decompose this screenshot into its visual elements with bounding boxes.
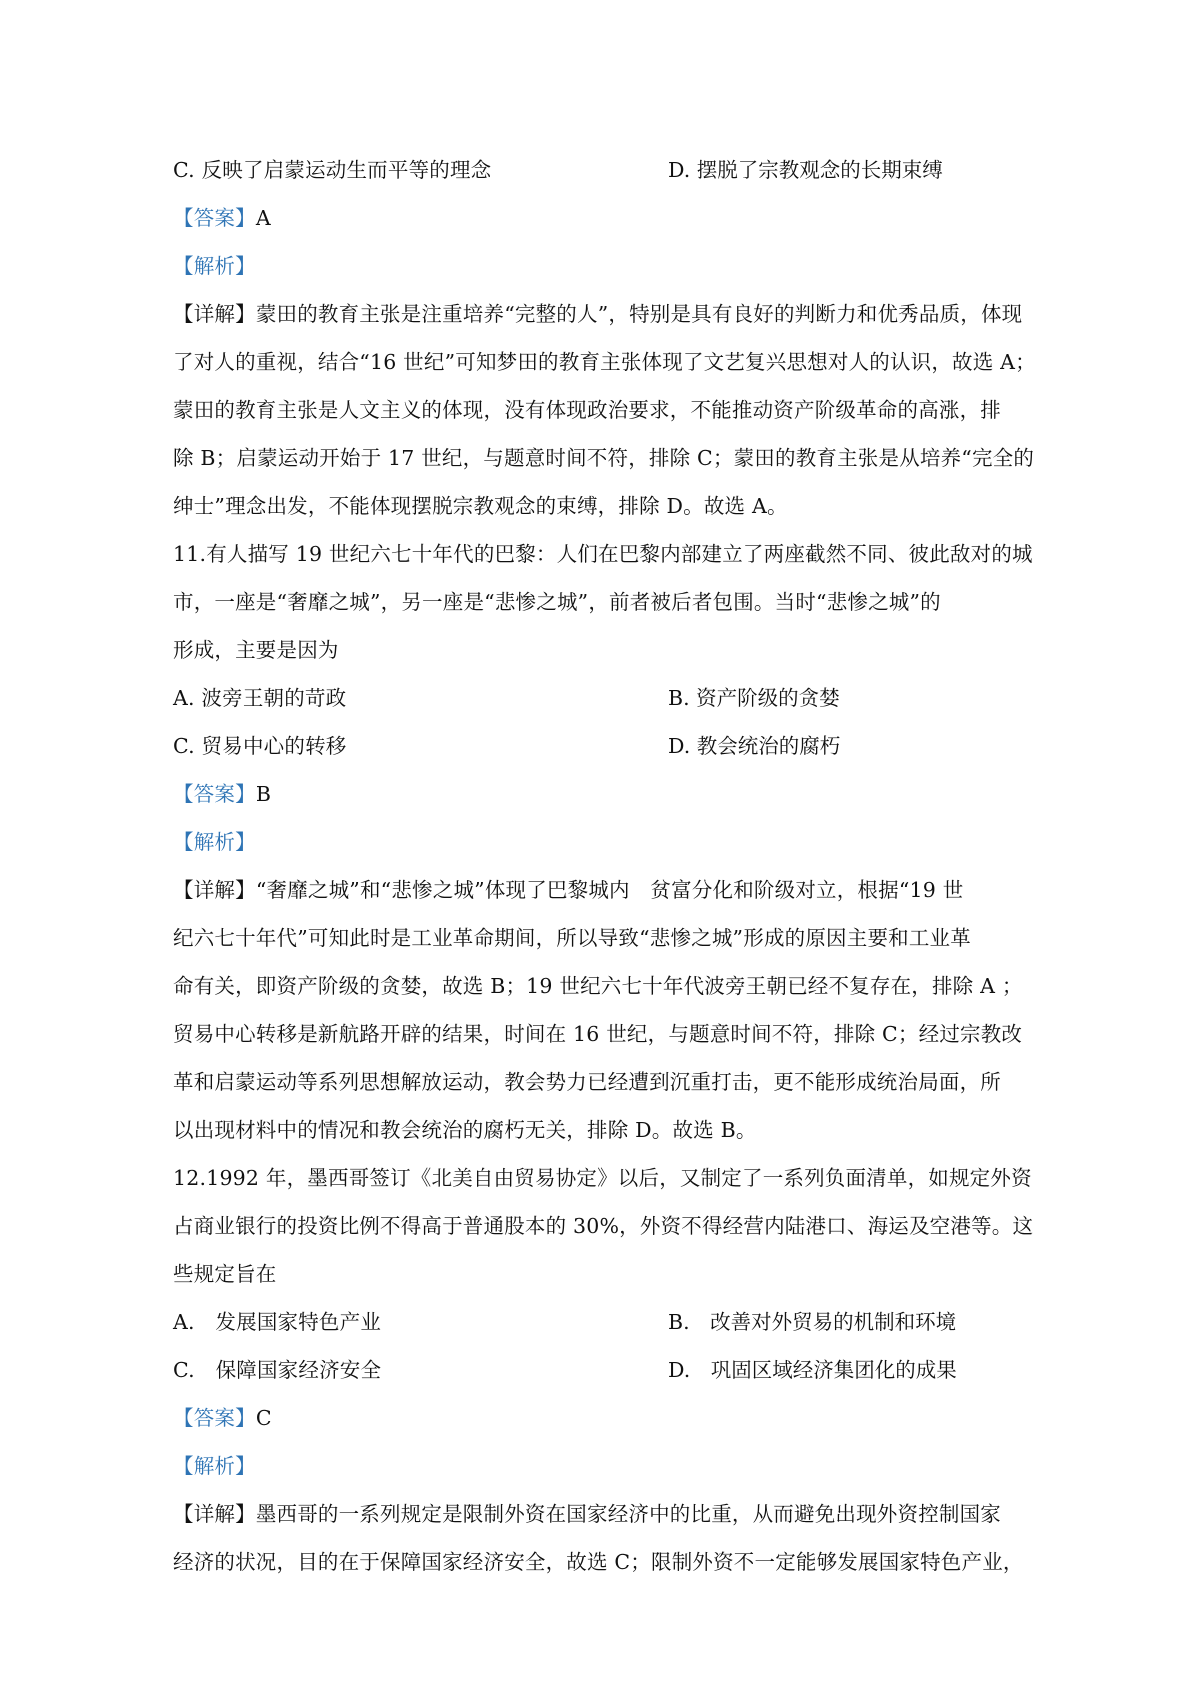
answer-value: C [255,1406,272,1430]
analysis-tag: 【解析】 [173,254,256,278]
q11-detail-line-6: 以出现材料中的情况和教会统治的腐朽无关，排除 D。故选 B。 [173,1118,757,1142]
q12-option-a: A. 发展国家特色产业 [173,1310,382,1334]
q11-stem-line-3: 形成，主要是因为 [173,638,339,662]
answer-tag: 【答案】 [173,782,256,806]
q10-detail-line-4: 除 B；启蒙运动开始于 17 世纪，与题意时间不符，排除 C；蒙田的教育主张是从培养“完全的 [173,446,1035,470]
q11-analysis-line [173,818,1033,866]
q10-analysis-line [173,242,1033,290]
q12-option-d: D. 巩固区域经济集团化的成果 [668,1358,957,1382]
q11-detail-line-2: 纪六七十年代”可知此时是工业革命期间，所以导致“悲惨之城”形成的原因主要和工业革 [173,926,971,950]
q10-option-d: D. 摆脱了宗教观念的长期束缚 [668,158,943,182]
q11-option-a: A. 波旁王朝的苛政 [173,686,347,710]
q10-detail-line-3: 蒙田的教育主张是人文主义的体现，没有体现政治要求，不能推动资产阶级革命的高涨，排 [173,398,1001,422]
q11-detail-line-5: 革和启蒙运动等系列思想解放运动，教会势力已经遭到沉重打击，更不能形成统治局面，所 [173,1070,1001,1094]
q11-detail-line-1 [173,866,1033,914]
q10-detail-line-2: 了对人的重视，结合“16 世纪”可知梦田的教育主张体现了文艺复兴思想对人的认识，故选 A； [173,350,1036,374]
q12-analysis-line [173,1442,1033,1490]
q12-option-b: B. 改善对外贸易的机制和环境 [668,1310,957,1334]
detail-tag: 【详解】 [173,1502,256,1526]
answer-tag: 【答案】 [173,1406,256,1430]
detail-text: “奢靡之城”和“悲惨之城”体现了巴黎城内 贫富分化和阶级对立，根据“19 世 [255,878,964,902]
q11-option-c: C. 贸易中心的转移 [173,734,347,758]
q10-detail-line-1 [173,290,1033,338]
detail-tag: 【详解】 [173,302,256,326]
q12-detail-line-1 [173,1490,1033,1538]
q11-stem-line-2: 市，一座是“奢靡之城”，另一座是“悲惨之城”，前者被后者包围。当时“悲惨之城”的 [173,590,941,614]
answer-value: B [255,782,272,806]
q11-detail-line-4: 贸易中心转移是新航路开辟的结果，时间在 16 世纪，与题意时间不符，排除 C；经过宗教改 [173,1022,1023,1046]
q10-option-c: C. 反映了启蒙运动生而平等的理念 [173,158,492,182]
q11-option-b: B. 资产阶级的贪婪 [668,686,840,710]
answer-tag: 【答案】 [173,206,256,230]
detail-text: 墨西哥的一系列规定是限制外资在国家经济中的比重，从而避免出现外资控制国家 [255,1502,1002,1526]
q12-detail-line-2: 经济的状况，目的在于保障国家经济安全，故选 C；限制外资不一定能够发展国家特色产业， [173,1550,1024,1574]
q11-option-d: D. 教会统治的腐朽 [668,734,841,758]
q12-stem-line-1: 12.1992 年，墨西哥签订《北美自由贸易协定》以后，又制定了一系列负面清单，如规定外资 [173,1166,1032,1190]
detail-tag: 【详解】 [173,878,256,902]
analysis-tag: 【解析】 [173,830,256,854]
analysis-tag: 【解析】 [173,1454,256,1478]
detail-text: 蒙田的教育主张是注重培养“完整的人”，特别是具有良好的判断力和优秀品质，体现 [255,302,1023,326]
q11-detail-line-3: 命有关，即资产阶级的贪婪，故选 B；19 世纪六七十年代波旁王朝已经不复存在，排除 A ； [173,974,1023,998]
q10-detail-line-5: 绅士”理念出发，不能体现摆脱宗教观念的束缚，排除 D。故选 A。 [173,494,788,518]
q10-answer-line [173,194,1033,242]
q12-answer-line [173,1394,1033,1442]
q12-stem-line-2: 占商业银行的投资比例不得高于普通股本的 30%，外资不得经营内陆港口、海运及空港等。这 [173,1214,1034,1238]
q11-stem-line-1: 11.有人描写 19 世纪六七十年代的巴黎：人们在巴黎内部建立了两座截然不同、彼此敌对的城 [173,542,1033,566]
q12-stem-line-3: 些规定旨在 [173,1262,277,1286]
answer-value: A [255,206,271,230]
q12-option-c: C. 保障国家经济安全 [173,1358,382,1382]
q11-answer-line [173,770,1033,818]
